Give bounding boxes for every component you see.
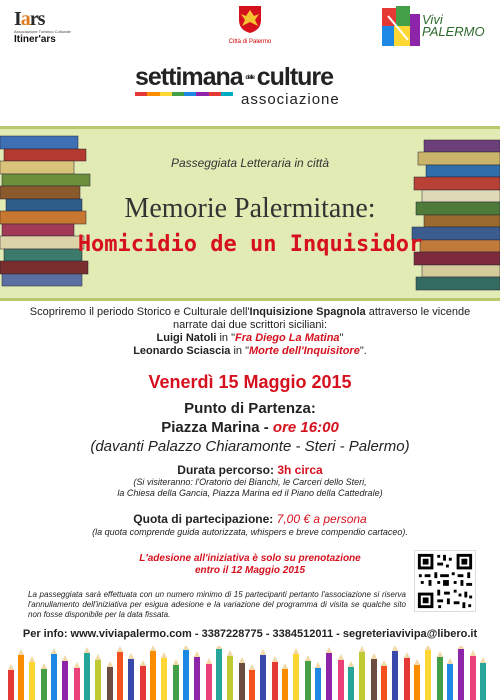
pencil-tip-icon <box>95 654 101 660</box>
pencil-icon <box>392 651 398 700</box>
settimana-delle-culture-logo <box>135 64 375 110</box>
pencil-tip-icon <box>447 658 453 664</box>
pencil-icon <box>41 669 47 700</box>
visit-list <box>0 477 500 499</box>
pencil-tip-icon <box>249 664 255 670</box>
citta-di-palermo-logo <box>228 4 272 50</box>
pencil-tip-icon <box>414 659 420 665</box>
booking-deadline: entro il 12 Maggio 2015 <box>194 565 306 576</box>
pencil-icon <box>470 656 476 700</box>
pencil-tip-icon <box>338 654 344 660</box>
vivi-line2: PALERMO <box>422 24 485 39</box>
pencil-tip-icon <box>293 648 299 654</box>
color-bar <box>135 92 233 96</box>
pencil-icon <box>95 660 101 700</box>
pencil-icon <box>272 662 278 700</box>
pencil-tip-icon <box>480 657 486 663</box>
pencil-tip-icon <box>183 646 189 650</box>
intro-text: " <box>339 332 344 344</box>
intro-text: ". <box>359 345 367 357</box>
author-sciascia: Leonardo Sciascia <box>133 345 231 357</box>
pencil-icon <box>315 668 321 700</box>
pencil-icon <box>458 649 464 700</box>
pencil-icon <box>239 663 245 700</box>
itinerars-subtitle: Associazione Turistico Culturale <box>14 29 71 34</box>
pencil-tip-icon <box>392 646 398 651</box>
pencil-icon <box>348 667 354 700</box>
pencil-icon <box>150 651 156 700</box>
pencil-icon <box>414 665 420 700</box>
pencil-icon <box>183 650 189 700</box>
pencil-tip-icon <box>381 660 387 666</box>
pencil-icon <box>305 661 311 700</box>
pencil-icon <box>381 666 387 700</box>
color-bar-segment <box>184 92 196 96</box>
banner-subtitle: Passeggiata Letteraria in città <box>170 156 330 170</box>
pencil-tip-icon <box>173 659 179 665</box>
colored-pencils-border <box>6 646 494 700</box>
visit-line: (Si visiteranno: l'Oratorio dei Bianchi, le Carceri dello Steri, <box>133 477 367 487</box>
pencil-icon <box>338 660 344 700</box>
intro-text: attraverso le vicende <box>365 306 471 318</box>
itinerars-name: Itiner'ars <box>14 34 56 45</box>
color-bar-segment <box>209 92 221 96</box>
pencil-icon <box>437 657 443 700</box>
pencil-tip-icon <box>359 646 365 652</box>
pencil-tip-icon <box>18 649 24 655</box>
pencil-tip-icon <box>282 663 288 669</box>
pencil-tip-icon <box>348 661 354 667</box>
color-bar-segment <box>196 92 208 96</box>
book-morte-inquisitore: Morte dell'Inquisitore <box>249 345 360 357</box>
quota-note: (la quota comprende guida autorizzata, whispers e breve compendio cartaceo). <box>92 527 408 537</box>
intro-text: in " <box>216 332 236 344</box>
contact-info: Per info: www.viviapalermo.com - 3387228775 - 3384512011 - segreteriavivipa@libero.it <box>22 628 478 640</box>
pencil-icon <box>62 661 68 700</box>
pencil-tip-icon <box>107 661 113 667</box>
intro-writers-line: narrate dai due scrittori siciliani: <box>172 319 328 331</box>
visit-line: la Chiesa della Gancia, Piazza Marina ed il Piano della Cattedrale) <box>117 488 383 498</box>
author-natoli: Luigi Natoli <box>156 332 217 344</box>
pencil-icon <box>206 664 212 700</box>
pencil-tip-icon <box>470 650 476 656</box>
pencil-icon <box>161 658 167 700</box>
pencil-icon <box>117 652 123 700</box>
color-bar-segment <box>135 92 147 96</box>
pencil-icon <box>128 659 134 700</box>
inquisizione-highlight: Inquisizione Spagnola <box>249 306 366 318</box>
pencil-tip-icon <box>260 649 266 655</box>
booking-line: L'adesione all'iniziativa è solo su prenotazione <box>139 553 361 564</box>
duration-label: Durata percorso: <box>177 463 278 477</box>
pencil-tip-icon <box>239 657 245 663</box>
pencil-tip-icon <box>404 652 410 658</box>
quota-value: 7,00 € a persona <box>276 512 367 526</box>
intro-text: Scopriremo il periodo Storico e Culturale dell' <box>29 306 250 318</box>
pencil-tip-icon <box>315 662 321 668</box>
color-bar-segment <box>147 92 159 96</box>
pencil-tip-icon <box>117 646 123 652</box>
pencil-icon <box>326 653 332 700</box>
pencil-icon <box>140 666 146 700</box>
pencil-icon <box>359 652 365 700</box>
pencil-tip-icon <box>305 655 311 661</box>
quota-label: Quota di partecipazione: <box>133 512 277 526</box>
itinerars-mark: I <box>14 8 21 30</box>
pencil-tip-icon <box>150 646 156 651</box>
pencil-tip-icon <box>194 651 200 657</box>
pencil-tip-icon <box>140 660 146 666</box>
pencil-tip-icon <box>216 646 222 649</box>
pencil-icon <box>425 650 431 700</box>
book-fra-diego: Fra Diego La Matina <box>235 332 340 344</box>
intro-paragraph <box>10 306 490 358</box>
partenza-label: Punto di Partenza: <box>184 400 316 417</box>
vivipalermo-mark-icon <box>378 4 428 50</box>
color-bar-segment <box>160 92 172 96</box>
itinerars-logo <box>14 8 94 52</box>
vivi-line1: Vivi <box>422 12 443 27</box>
associazione-word: associazione <box>241 91 340 108</box>
pencil-icon <box>260 655 266 700</box>
banner-bottom-border <box>0 298 500 301</box>
banner-title-red: Homicidio de un Inquisidor <box>77 232 423 257</box>
pencil-icon <box>227 656 233 700</box>
banner-title: Memorie Palermitane: <box>124 193 376 224</box>
minimum-participants-note: La passeggiata sarà effettuata con un numero minimo di 15 partecipanti pertanto l'associazione si riserva l'annullamento dell'iniziativa per esigua adesione e la variazione del programma di visita se qualche sito non fosse disponibile per la data fissata. <box>28 590 406 619</box>
meeting-place-detail: (davanti Palazzo Chiaramonte - Steri - Palermo) <box>90 438 410 455</box>
pencil-icon <box>282 669 288 700</box>
citta-label: Città di Palermo <box>228 39 272 45</box>
pencil-tip-icon <box>425 646 431 650</box>
pencil-icon <box>249 670 255 700</box>
pencil-icon <box>293 654 299 700</box>
color-bar-segment <box>172 92 184 96</box>
pencil-icon <box>18 655 24 700</box>
pencil-tip-icon <box>128 653 134 659</box>
pencil-tip-icon <box>51 648 57 654</box>
quota <box>0 512 500 526</box>
pencil-icon <box>216 649 222 700</box>
vivipalermo-text <box>422 14 485 38</box>
settimana-word: settimana <box>135 63 243 91</box>
pencil-tip-icon <box>371 653 377 659</box>
pencil-icon <box>371 659 377 700</box>
pencil-icon <box>107 667 113 700</box>
pencil-tip-icon <box>74 662 80 668</box>
qr-code-icon[interactable] <box>414 550 476 612</box>
itinerars-mark-o: a <box>20 8 30 30</box>
pencil-tip-icon <box>326 647 332 653</box>
meeting-place <box>0 419 500 436</box>
pencil-tip-icon <box>272 656 278 662</box>
pencil-tip-icon <box>458 646 464 649</box>
duration-value: 3h circa <box>277 463 323 477</box>
duration <box>0 463 500 477</box>
color-bar-segment <box>221 92 233 96</box>
itinerars-mark-rest: rs <box>29 8 45 30</box>
vivipalermo-logo <box>378 4 486 50</box>
pencil-icon <box>480 663 486 700</box>
palermo-crest-icon <box>237 4 263 34</box>
piazza-text: Piazza Marina - <box>161 419 273 436</box>
pencil-icon <box>8 670 14 700</box>
pencil-tip-icon <box>206 658 212 664</box>
pencil-icon <box>51 654 57 700</box>
pencil-tip-icon <box>62 655 68 661</box>
pencil-icon <box>194 657 200 700</box>
pencil-icon <box>447 664 453 700</box>
pencil-icon <box>173 665 179 700</box>
pencil-icon <box>84 653 90 700</box>
delle-word: delle <box>245 75 255 82</box>
pencil-tip-icon <box>161 652 167 658</box>
pencil-tip-icon <box>29 656 35 662</box>
pencil-tip-icon <box>227 650 233 656</box>
pencil-icon <box>29 662 35 700</box>
pencil-tip-icon <box>8 664 14 670</box>
intro-text: in " <box>230 345 250 357</box>
culture-word: culture <box>256 63 334 91</box>
pencil-icon <box>74 668 80 700</box>
event-date: Venerdì 15 Maggio 2015 <box>148 372 352 392</box>
pencil-icon <box>404 658 410 700</box>
pencil-tip-icon <box>437 651 443 657</box>
event-time: ore 16:00 <box>272 419 339 436</box>
pencil-tip-icon <box>41 663 47 669</box>
pencil-tip-icon <box>84 647 90 653</box>
